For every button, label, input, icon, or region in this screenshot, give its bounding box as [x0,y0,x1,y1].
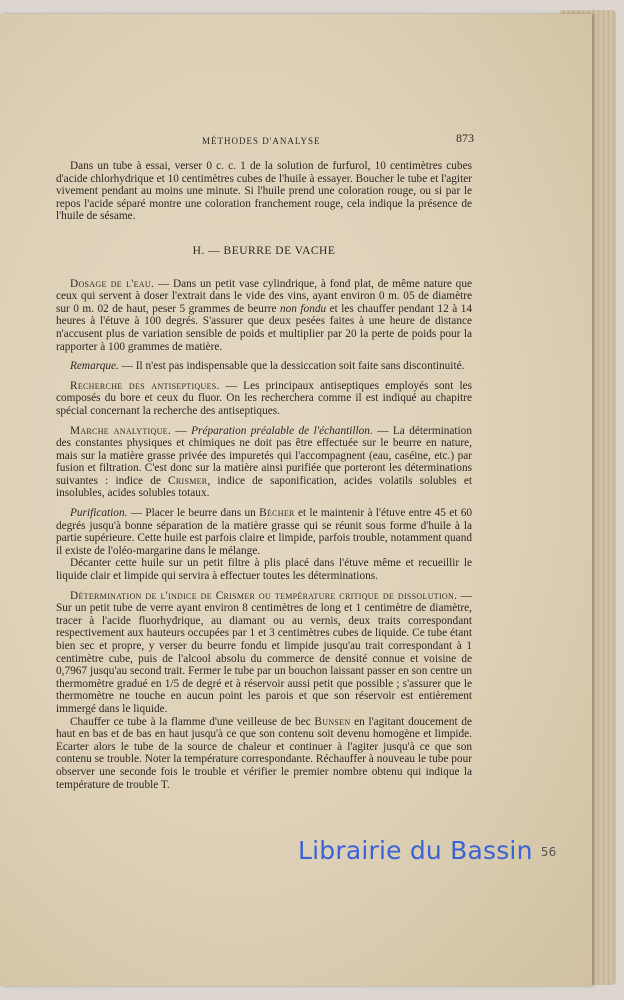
determination-paragraph-2 [56,716,472,792]
purification-text-2: et le maintenir à l'étuve entre 45 et 60 degrés jusqu'à bonne séparation de la matière grasse qui se réunit sous forme d'huile à la partie supérieure. Cette huile est parfois claire et limpide, parfois trouble, notamment quand il existe de l'oléo-margarine dans le mélange. [56,507,472,557]
section-title: H. — BEURRE DE VACHE [192,244,336,257]
recherche-paragraph [56,380,472,418]
running-title: MÉTHODES D'ANALYSE [202,136,321,146]
determination-paragraph [56,590,472,716]
remarque-label: Remarque. [70,360,119,373]
marche-paragraph: Marche analytique. — Préparation préalable de l'échantillon. — La détermination des constantes physiques et chimiques ne doit pas être effectuée sur le beurre en nature, mais sur la matière grasse privée des impuretés qui l'accompagnent (eau, caséine, etc.) par fusion et filtration. C'est donc sur la matière ainsi purifiée que porteront les déterminations suivantes : indice de Crismer, indice de saponification, acides volatils solubles et insolubles, acides solubles totaux. [56,424,472,500]
purification-text-1: — Placer le beurre dans un [127,507,260,520]
determination-text-2a: Chauffer ce tube à la flamme d'une veilleuse de bec [70,715,315,728]
determination-text-2b: en l'agitant doucement de haut en bas et de bas en haut jusqu'à ce que son contenu soit devenu homogène et limpide. Ecarter alors le tube de la source de chaleur et continuer à l'agiter jusqu'à ce que son contenu se trouble. Noter la température correspondante. Réchauffer à nouveau le tube pour observer une seconde fois le trouble et vérifier le premier nombre obtenu qui indique la température de trouble T. [56,715,472,791]
bunsen-name: Bunsen [314,715,351,728]
dosage-label: Dosage de l'eau. [70,277,155,290]
page-number: 873 [456,131,474,145]
determination-text: — Sur un petit tube de verre ayant environ 8 centimètres de long et 1 centimètre de diamètre, tracer à l'acide fluorhydrique, au diamant ou au vernis, deux traits correspondant respectivement aux hauteurs occupées par 1 et 3 centimètres cubes de liquide. Ce tube étant bien sec et propre, y verser du beurre fondu et limpide jusqu'au trait correspondant à 1 centimètre cube, puis de l'alcool absolu du commerce de densité connue et voisine de 0,7967 jusqu'au second trait. Fermer le tube par un bouchon laissant passer en son centre un thermomètre gradué en 1/5 de degré et à réservoir aussi petit que possible ; s'assurer que le thermomètre ne touche en aucun point les parois et que son réservoir est entièrement immergé dans le liquide. [56,589,472,715]
dosage-emphasis: non fondu [279,302,327,315]
marche-text-2: , indice de saponification, acides volatils solubles et insolubles, acides solubles totaux. [56,474,472,500]
remarque-text: — Il n'est pas indispensable que la dessiccation soit faite sans discontinuité. [118,360,465,373]
determination-label: Détermination de l'indice de Crismer ou température critique de dissolution. [70,589,458,602]
dosage-paragraph [56,278,472,354]
marche-label: Marche analytique. [70,424,171,437]
recherche-text: — Les principaux antiseptiques employés sont les composés du bore et ceux du fluor. On les recherchera comme il est indiqué au chapitre spécial concernant la recherche des antiseptiques. [56,379,472,417]
dosage-text-1: — Dans un petit vase cylindrique, à fond plat, de même nature que ceux qui servent à doser l'extrait dans le vide des vins, ayant environ 0 m. 05 de diamètre sur 0 m. 02 de haut, peser 5 grammes de beurre [56,277,472,315]
purification-label: Purification. [70,507,128,520]
watermark-text: Librairie du Bassin [298,836,533,865]
marche-emphasis: Préparation préalable de l'échantillon. [191,424,373,437]
watermark [298,836,598,865]
page-content [56,132,472,798]
recherche-label: Recherche des antiseptiques. [70,379,220,392]
purification-paragraph-2: Décanter cette huile sur un petit filtre à plis placé dans l'étuve même et recueillir le liquide clair et limpide qui servira à effectuer toutes les déterminations. [56,557,472,583]
marche-text-1: — La détermination des constantes physiques et chimiques ne doit pas être effectuée sur le beurre en nature, mais sur la matière grasse privée des impuretés qui l'accompagnent (eau, caséine, etc.) par fusion et filtration. C'est donc sur la matière ainsi purifiée que porteront les déterminations suivantes : indice de [56,424,472,487]
watermark-number: 56 [540,845,557,859]
crismer-name: Crismer [168,474,208,487]
intro-paragraph: Dans un tube à essai, verser 0 c. c. 1 de la solution de furfurol, 10 centimètres cubes d'acide chlorhydrique et 10 centimètres cubes de l'huile à essayer. Boucher le tube et l'agiter vivement pendant au moins une minute. Si l'huile prend une coloration rouge, ou si par le repos l'acide séparé montre une coloration franchement rouge, cela indique la présence de l'huile de sésame. [56,160,472,223]
dosage-text-2: et les chauffer pendant 12 à 14 heures à l'étuve à 100 degrés. S'assurer que deux pesées faites à une heure de distance n'accusent plus de variation sensible de poids et multiplier par 20 la perte de poids pour la rapporter à 100 grammes de matière. [56,302,472,353]
purification-paragraph [56,507,472,557]
running-head [56,132,472,148]
becher-name: Bécher [259,507,295,520]
remarque-paragraph [56,360,472,373]
